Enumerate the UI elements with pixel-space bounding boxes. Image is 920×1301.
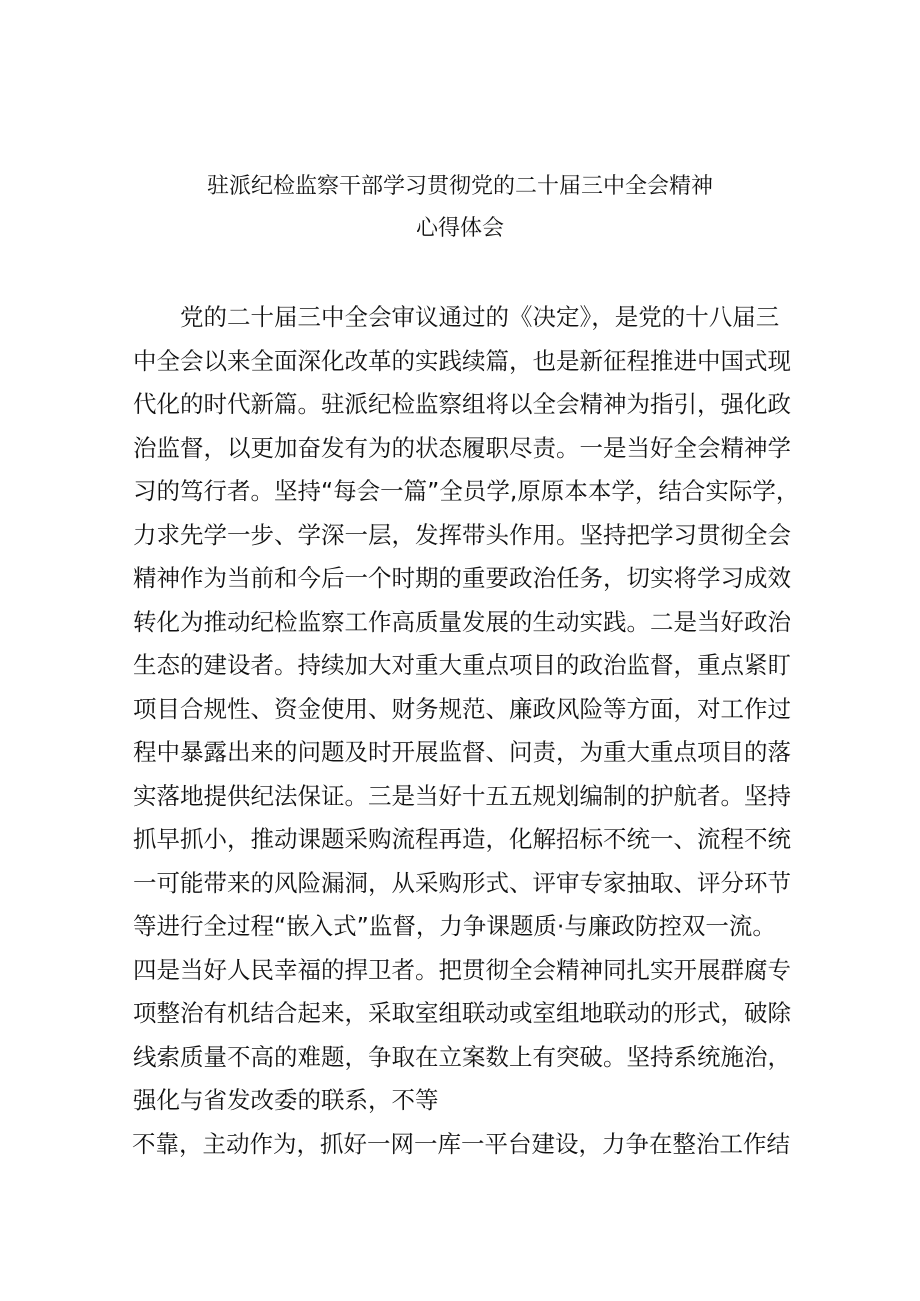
- body-line: 中全会以来全面深化改革的实践续篇，也是新征程推进中国式现: [133, 346, 791, 375]
- body-line: 实落地提供纪法保证。三是当好十五五规划编制的护航者。坚持: [133, 781, 791, 810]
- title-line-2: 心得体会: [415, 216, 504, 241]
- body-line: 党的二十届三中全会审议通过的《决定》，是党的十八届三: [180, 303, 780, 331]
- body-line: 程中暴露出来的问题及时开展监督、问责，为重大重点项目的落: [133, 738, 791, 766]
- body-line: 强化与省发改委的联系，不等: [133, 1086, 439, 1114]
- body-line: 代化的时代新篇。驻派纪检监察组将以全会精神为指引，强化政: [133, 390, 791, 418]
- body-line: 线索质量不高的难题，争取在立案数上有突破。坚持系统施治，: [133, 1042, 791, 1071]
- body-line: 转化为推动纪检监察工作高质量发展的生动实践。二是当好政治: [133, 607, 791, 636]
- body-line: 不靠，主动作为，抓好一网一库一平台建设，力争在整治工作结: [132, 1129, 790, 1158]
- body-line: 项整治有机结合起来，采取室组联动或室组地联动的形式，破除: [133, 999, 791, 1027]
- document-body: [133, 296, 813, 1166]
- body-line: 精神作为当前和今后一个时期的重要政治任务，切实将学习成效: [133, 564, 791, 592]
- body-line: 四是当好人民幸福的捍卫者。把贯彻全会精神同扎实开展群腐专: [133, 955, 791, 984]
- body-line: 项目合规性、资金使用、财务规范、廉政风险等方面，对工作过: [133, 694, 791, 723]
- body-line: 一可能带来的风险漏洞，从采购形式、评审专家抽取、评分环节: [133, 868, 791, 897]
- title-line-1: 驻派纪检监察干部学习贯彻党的二十届三中全会精神: [206, 174, 713, 199]
- body-line: 等进行全过程“嵌入式”监督，力争课题质·与廉政防控双一流。: [133, 912, 776, 940]
- document-title: [0, 166, 920, 250]
- body-line: 抓早抓小，推动课题采购流程再造，化解招标不统一、流程不统: [133, 825, 791, 853]
- body-line: 习的笃行者。坚持“每会一篇”全员学,原原本本学，结合实际学，: [133, 477, 800, 505]
- body-line: 治监督，以更加奋发有为的状态履职尽责。一是当好全会精神学: [133, 433, 791, 462]
- body-line: 生态的建设者。持续加大对重大重点项目的政治监督，重点紧盯: [133, 651, 791, 679]
- body-line: 力求先学一步、学深一层，发挥带头作用。坚持把学习贯彻全会: [133, 520, 791, 549]
